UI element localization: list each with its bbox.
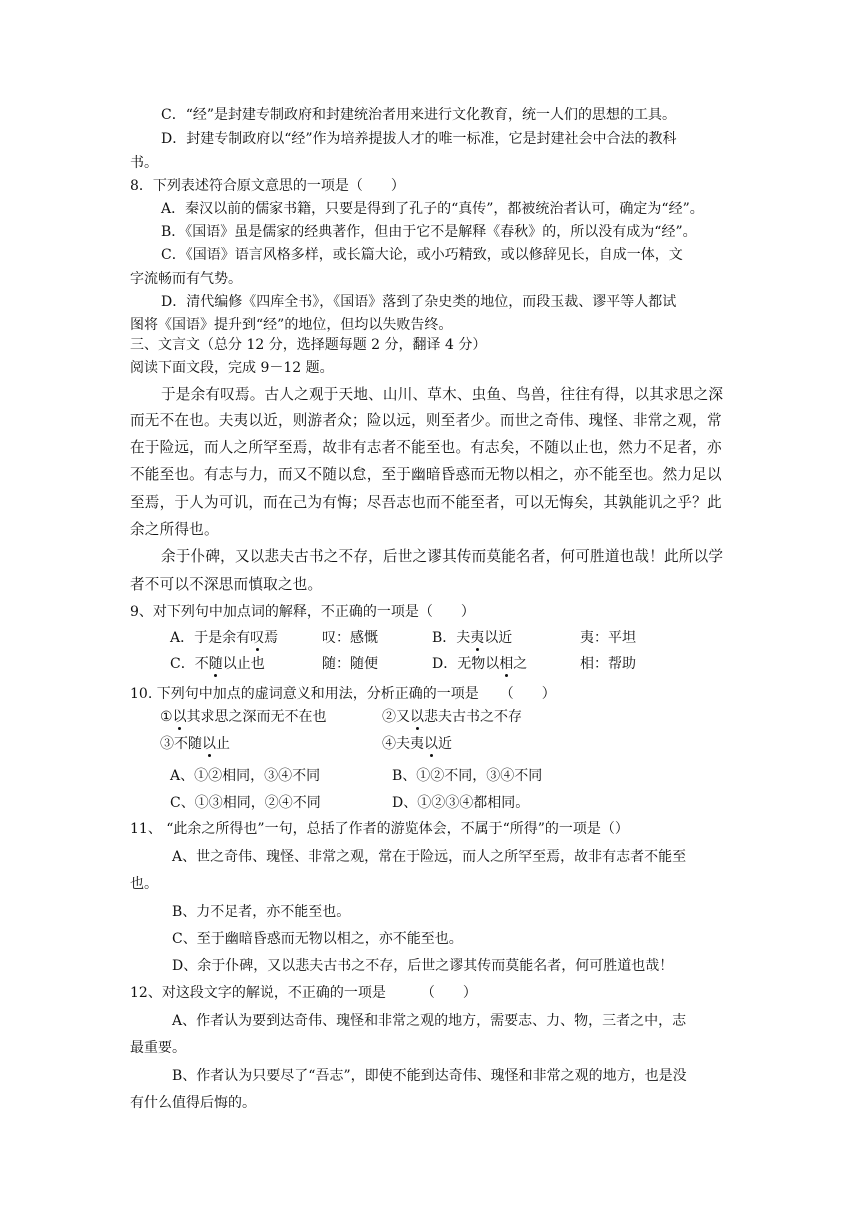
q9-option-b: B．夫夷以近 (432, 630, 513, 646)
emphasis-dot-char: 相 (499, 656, 514, 672)
q10-option-d: D、①②③④都相同。 (392, 795, 530, 811)
passage-line-5: 至焉，于人为可讥，而在己为有悔；尽吾志也而不能至者，可以无悔矣，其孰能讥之乎？此 (130, 494, 722, 511)
emphasis-dot-char: 以 (172, 709, 187, 725)
passage-line-6: 余之所得也。 (130, 521, 219, 538)
q7-option-c: C．“经”是封建专制政府和封建统治者用来进行文化教育，统一人们的思想的工具。 (161, 107, 677, 123)
emphasis-dot-char: 以 (202, 736, 216, 752)
q12-option-b-cont: 有什么值得后悔的。 (130, 1095, 256, 1111)
passage-line-3: 在于险远，而人之所罕至焉，故非有志者不能至也。有志矣，不随以止也，然力不足者，亦 (130, 439, 722, 456)
q12-stem: 12、对这段文字的解说，不正确的一项是 （ ） (130, 985, 477, 1001)
q9-option-d: D．无物以相之 (432, 656, 528, 672)
q9-option-c-gloss: 随：随便 (322, 656, 378, 672)
q10-stem: 10. 下列句中加点的虚词意义和用法，分析正确的一项是 （ ） (130, 686, 556, 702)
q12-option-a-cont: 最重要。 (130, 1040, 186, 1056)
q11-option-a: A、世之奇伟、瑰怪、非常之观，常在于险远，而人之所罕至焉，故非有志者不能至 (172, 849, 687, 865)
passage-line-4: 不能至也。有志与力，而又不随以怠，至于幽暗昏惑而无物以相之，亦不能至也。然力足以 (130, 466, 722, 483)
q7-option-d: D．封建专制政府以“经”作为培养提拔人才的唯一标准，它是封建社会中合法的教科 (161, 131, 677, 147)
passage-line-7: 余于仆碑，又以悲夫古书之不存，后世之谬其传而莫能名者，何可胜道也哉！此所以学 (161, 548, 724, 565)
q8-option-d: D．清代编修《四库全书》，《国语》落到了杂史类的地位，而段玉裁、谬平等人都试 (161, 294, 677, 310)
q12-option-a: A、作者认为要到达奇伟、瑰怪和非常之观的地方，需要志、力、物，三者之中，志 (172, 1013, 687, 1029)
q9-option-d-gloss: 相：帮助 (580, 656, 636, 672)
q11-option-a-cont: 也。 (130, 876, 158, 892)
q9-stem: 9、对下列句中加点词的解释，不正确的一项是（ ） (130, 604, 475, 620)
q9-option-a: A．于是余有叹焉 (170, 630, 279, 646)
section3-intro: 阅读下面文段，完成 9－12 题。 (130, 360, 334, 376)
emphasis-dot-char: 以 (424, 736, 438, 752)
passage-line-8: 者不可以不深思而慎取之也。 (130, 576, 323, 593)
q8-option-d-cont: 图将《国语》提升到“经”的地位，但均以失败告终。 (130, 317, 453, 333)
q11-option-b: B、力不足者，亦不能至也。 (172, 904, 351, 920)
q7-option-d-cont: 书。 (130, 155, 158, 171)
q10-sentence-1: ①以其求思之深而无不在也 (160, 709, 327, 725)
q10-option-c: C、①③相同，②④不同 (170, 795, 321, 811)
q8-option-a: A．秦汉以前的儒家书籍，只要是得到了孔子的“真传”，都被统治者认可，确定为“经”。 (161, 201, 704, 217)
section3-title: 三、文言文（总分 12 分，选择题每题 2 分，翻译 4 分） (130, 337, 487, 353)
emphasis-dot-char: 叹 (250, 630, 265, 646)
q8-option-c: C．《国语》语言风格多样，或长篇大论，或小巧精致，或以修辞见长，自成一体，文 (161, 247, 683, 263)
q11-option-d: D、余于仆碑，又以悲夫古书之不存，后世之谬其传而莫能名者，何可胜道也哉！ (172, 958, 674, 974)
q8-option-b: B．《国语》虽是儒家的经典著作，但由于它不是解释《春秋》的，所以没有成为“经”。 (161, 224, 697, 240)
q10-option-b: B、①②不同，③④不同 (392, 768, 543, 784)
q12-option-b: B、作者认为只要尽了“吾志”，即使不能到达奇伟、瑰怪和非常之观的地方，也是没 (172, 1068, 687, 1084)
q8-stem: 8．下列表述符合原文意思的一项是（ ） (130, 178, 405, 194)
passage-line-1: 于是余有叹焉。古人之观于天地、山川、草木、虫鱼、鸟兽，往往有得，以其求思之深 (161, 386, 724, 403)
q10-sentence-3: ③不随以止 (160, 736, 230, 752)
emphasis-dot-char: 以 (410, 709, 424, 725)
q9-option-a-gloss: 叹：感慨 (322, 630, 378, 646)
passage-line-2: 而无不在也。夫夷以近，则游者众；险以远，则至者少。而世之奇伟、瑰怪、非常之观，常 (130, 412, 722, 429)
q11-option-c: C、至于幽暗昏惑而无物以相之，亦不能至也。 (172, 931, 463, 947)
q10-option-a: A、①②相同，③④不同 (170, 768, 321, 784)
q9-option-b-gloss: 夷：平坦 (580, 630, 636, 646)
q10-sentence-4: ④夫夷以近 (382, 736, 452, 752)
emphasis-dot-char: 随 (208, 656, 223, 672)
q9-option-c: C．不随以止也 (170, 656, 265, 672)
emphasis-dot-char: 夷 (470, 630, 485, 646)
q8-option-c-cont: 字流畅而有气势。 (130, 271, 242, 287)
q11-stem: 11、 “此余之所得也”一句，总括了作者的游览体会，不属于“所得”的一项是（） (130, 821, 629, 837)
q10-sentence-2: ②又以悲夫古书之不存 (382, 709, 522, 725)
